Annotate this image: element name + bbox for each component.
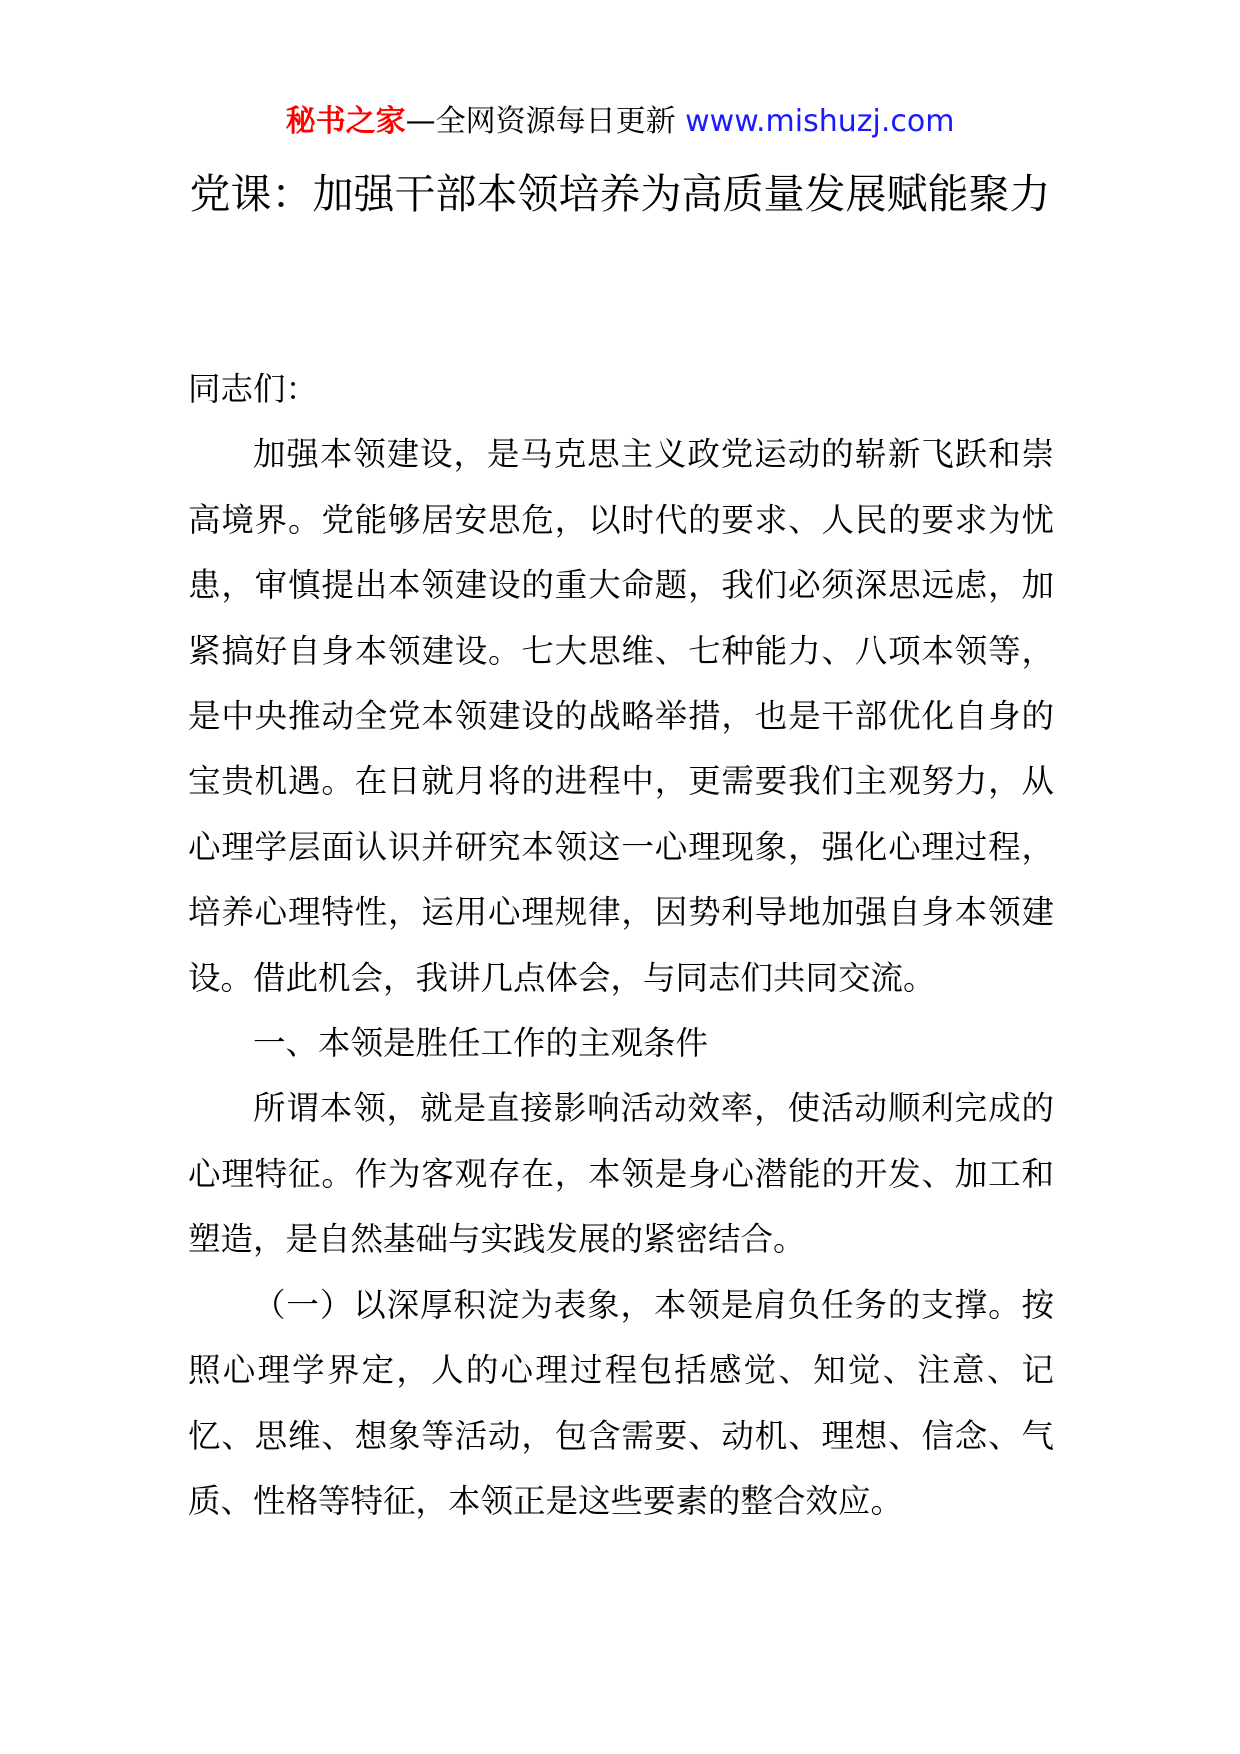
- site-header: [0, 102, 1240, 142]
- section-heading-1: 一、本领是胜任工作的主观条件: [253, 1024, 709, 1063]
- document-body: [188, 357, 1054, 1534]
- site-brand: 秘书之家: [285, 104, 406, 139]
- paragraph-intro: 加强本领建设，是马克思主义政党运动的崭新飞跃和崇高境界。党能够居安思危，以时代的要求、人民的要求为忧患，审慎提出本领建设的重大命题，我们必须深思远虑，加紧搞好自身本领建设。七大思维、七种能力、八项本领等，是中央推动全党本领建设的战略举措，也是干部优化自身的宝贵机遇。在日就月将的进程中，更需要我们主观努力，从心理学层面认识并研究本领这一心理现象，强化心理过程，培养心理特性，运用心理规律，因势利导地加强自身本领建设。借此机会，我讲几点体会，与同志们共同交流。: [188, 435, 1054, 997]
- paragraph-definition: 所谓本领，就是直接影响活动效率，使活动顺利完成的心理特征。作为客观存在，本领是身心潜能的开发、加工和塑造，是自然基础与实践发展的紧密结合。: [188, 1089, 1054, 1259]
- site-url-link[interactable]: www.mishuzj.com: [685, 104, 955, 139]
- document-title: 党课：加强干部本领培养为高质量发展赋能聚力: [189, 170, 1051, 218]
- site-slogan: —全网资源每日更新: [405, 104, 686, 139]
- paragraph-subsection-1: （一）以深厚积淀为表象，本领是肩负任务的支撑。按照心理学界定，人的心理过程包括感觉、知觉、注意、记忆、思维、想象等活动，包含需要、动机、理想、信念、气质、性格等特征，本领正是这些要素的整合效应。: [188, 1285, 1054, 1520]
- salutation: 同志们：: [188, 370, 319, 408]
